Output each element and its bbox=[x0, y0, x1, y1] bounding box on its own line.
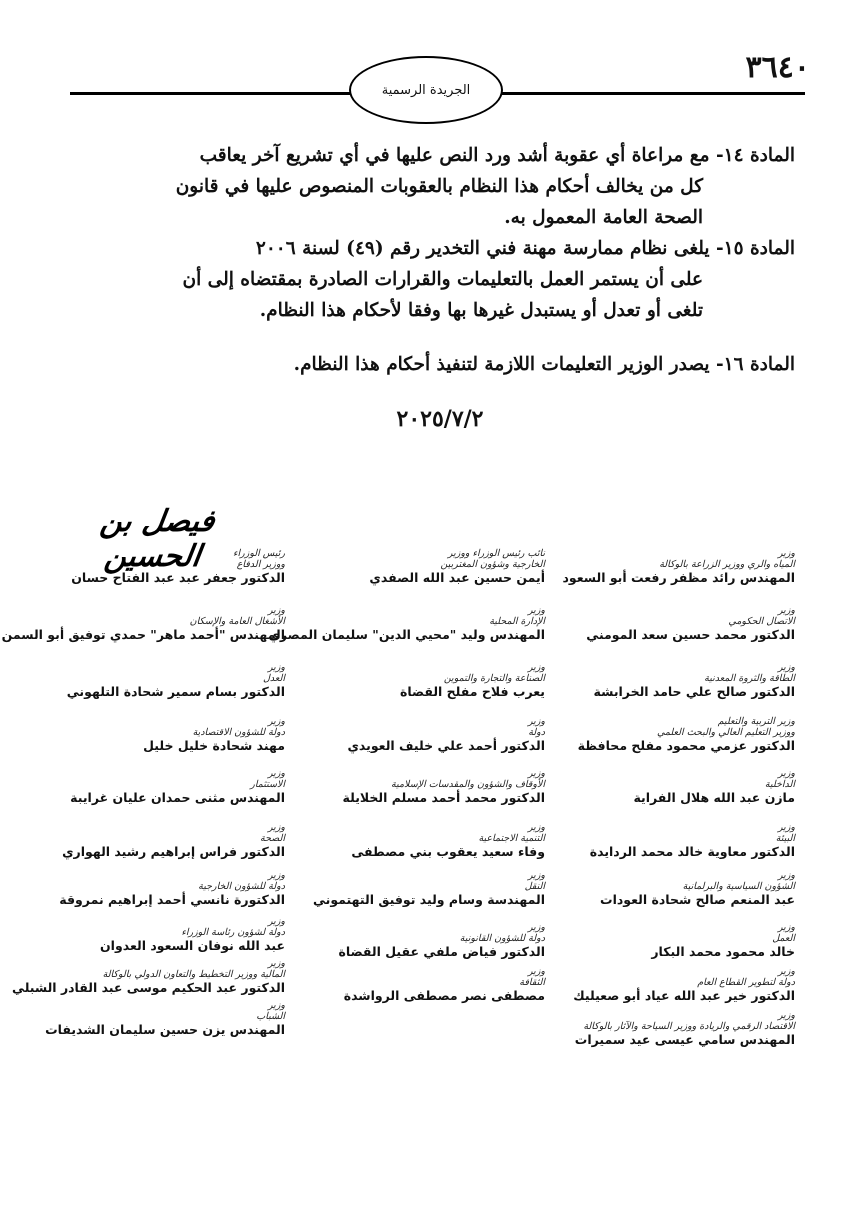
minister-signature bbox=[290, 822, 545, 860]
minister-title: وزير bbox=[267, 716, 285, 727]
minister-title: وزير bbox=[267, 822, 285, 833]
minister-portfolio: التنمية الاجتماعية bbox=[478, 833, 545, 844]
minister-title: وزير bbox=[527, 605, 545, 616]
minister-portfolio: ووزير الدفاع bbox=[236, 559, 285, 570]
minister-name: مصطفى نصر مصطفى الرواشدة bbox=[343, 988, 545, 1003]
minister-signature bbox=[40, 916, 285, 954]
minister-name: عبد الله نوفان السعود العدوان bbox=[100, 938, 285, 953]
minister-title: وزير bbox=[777, 605, 795, 616]
minister-portfolio: الاقتصاد الرقمي والريادة ووزير السياحة والآثار بالوكالة bbox=[583, 1021, 795, 1032]
minister-portfolio: الخارجية وشؤون المغتربين bbox=[440, 559, 545, 570]
minister-name: المهندس يزن حسين سليمان الشديفات bbox=[45, 1022, 285, 1037]
minister-portfolio: المالية ووزير التخطيط والتعاون الدولي بالوكالة bbox=[102, 969, 285, 980]
minister-title: وزير bbox=[527, 768, 545, 779]
minister-name: الدكتور محمد حسين سعد المومني bbox=[586, 627, 795, 642]
minister-signature bbox=[290, 768, 545, 806]
minister-title: وزير bbox=[527, 716, 545, 727]
minister-portfolio: دولة للشؤون الاقتصادية bbox=[192, 727, 285, 738]
minister-signature bbox=[290, 548, 545, 586]
minister-portfolio: العمل bbox=[772, 933, 795, 944]
minister-portfolio: الأوقاف والشؤون والمقدسات الإسلامية bbox=[391, 779, 545, 790]
minister-title: وزير bbox=[267, 958, 285, 969]
minister-title: وزير bbox=[777, 548, 795, 559]
minister-portfolio: دولة للشؤون الخارجية bbox=[198, 881, 285, 892]
minister-name: الدكتور صالح علي حامد الخرابشة bbox=[593, 684, 795, 699]
minister-name: المهندسة وسام وليد توفيق التهتموني bbox=[313, 892, 545, 907]
minister-name: الدكتور عزمي محمود مفلح محافظة bbox=[577, 738, 795, 753]
article-line: المادة ١٦- يصدر الوزير التعليمات اللازمة لتنفيذ أحكام هذا النظام. bbox=[293, 354, 795, 375]
minister-name: الدكتور أحمد علي خليف العويدي bbox=[347, 738, 545, 753]
minister-name: مهند شحادة خليل خليل bbox=[143, 738, 285, 753]
minister-name: المهندس سامي عيسى عيد سميرات bbox=[574, 1032, 795, 1047]
minister-title: وزير bbox=[527, 922, 545, 933]
minister-signature bbox=[40, 548, 285, 586]
minister-name: وفاء سعيد يعقوب بني مصطفى bbox=[351, 844, 545, 859]
minister-name: الدكتور فراس إبراهيم رشيد الهواري bbox=[62, 844, 285, 859]
article-14 bbox=[80, 140, 795, 233]
minister-title: وزير التربية والتعليم bbox=[717, 716, 795, 727]
minister-signature bbox=[40, 768, 285, 806]
minister-signature bbox=[560, 662, 795, 700]
article-16 bbox=[80, 349, 795, 380]
minister-portfolio: دولة bbox=[528, 727, 545, 738]
minister-name: الدكتور فياض ملفي عقيل القضاة bbox=[338, 944, 545, 959]
minister-name: يعرب فلاح مفلح القضاة bbox=[399, 684, 545, 699]
minister-signature bbox=[290, 922, 545, 960]
minister-name: الدكتور محمد أحمد مسلم الخلايلة bbox=[342, 790, 545, 805]
minister-portfolio: الإدارة المحلية bbox=[489, 616, 545, 627]
minister-signature bbox=[40, 662, 285, 700]
minister-name: خالد محمود محمد البكار bbox=[651, 944, 795, 959]
article-line: تلغى أو تعدل أو يستبدل غيرها بها وفقا لأحكام هذا النظام. bbox=[259, 300, 703, 321]
minister-title: وزير bbox=[267, 916, 285, 927]
minister-title: وزير bbox=[777, 966, 795, 977]
minister-title: نائب رئيس الوزراء ووزير bbox=[447, 548, 545, 559]
article-line: الصحة العامة المعمول به. bbox=[504, 207, 703, 228]
minister-portfolio: دولة للشؤون القانونية bbox=[459, 933, 545, 944]
minister-name: عبد المنعم صالح شحادة العودات bbox=[600, 892, 795, 907]
minister-title: وزير bbox=[777, 822, 795, 833]
minister-signature bbox=[560, 966, 795, 1004]
article-line: المادة ١٥- يلغى نظام ممارسة مهنة فني التخدير رقم (٤٩) لسنة ٢٠٠٦ bbox=[255, 238, 795, 259]
issue-date: ٢٠٢٥/٧/٢ bbox=[396, 406, 484, 432]
minister-portfolio: البيئة bbox=[775, 833, 795, 844]
minister-title: وزير bbox=[267, 1000, 285, 1011]
minister-portfolio: دولة لشؤون رئاسة الوزراء bbox=[181, 927, 285, 938]
minister-title: وزير bbox=[527, 870, 545, 881]
minister-title: وزير bbox=[267, 605, 285, 616]
minister-title: وزير bbox=[777, 922, 795, 933]
minister-name: الدكتور معاوية خالد محمد الردايدة bbox=[589, 844, 795, 859]
minister-name: المهندس وليد "محيي الدين" سليمان المصري bbox=[268, 627, 545, 642]
minister-portfolio: الصناعة والتجارة والتموين bbox=[443, 673, 545, 684]
minister-signature bbox=[290, 716, 545, 754]
minister-name: أيمن حسين عبد الله الصفدي bbox=[369, 570, 545, 585]
minister-signature bbox=[40, 870, 285, 908]
minister-portfolio: الشباب bbox=[256, 1011, 285, 1022]
minister-title: رئيس الوزراء bbox=[233, 548, 285, 559]
minister-portfolio: الاتصال الحكومي bbox=[728, 616, 795, 627]
minister-name: الدكتور خير عبد الله عياد أبو صعيليك bbox=[573, 988, 795, 1003]
minister-name: الدكتور جعفر عبد عبد الفتاح حسان bbox=[71, 570, 285, 585]
minister-portfolio: الاستثمار bbox=[250, 779, 285, 790]
minister-portfolio: المياه والري ووزير الزراعة بالوكالة bbox=[659, 559, 795, 570]
minister-portfolio: ووزير التعليم العالي والبحث العلمي bbox=[657, 727, 795, 738]
minister-signature bbox=[560, 548, 795, 586]
minister-title: وزير bbox=[267, 768, 285, 779]
minister-title: وزير bbox=[267, 870, 285, 881]
minister-name: المهندس مثنى حمدان عليان غرايبة bbox=[70, 790, 285, 805]
minister-portfolio: الطاقة والثروة المعدنية bbox=[704, 673, 795, 684]
minister-title: وزير bbox=[777, 870, 795, 881]
minister-portfolio: الأشغال العامة والإسكان bbox=[189, 616, 285, 627]
minister-signature bbox=[560, 716, 795, 754]
article-line: على أن يستمر العمل بالتعليمات والقرارات الصادرة بمقتضاه إلى أن bbox=[182, 269, 703, 290]
minister-name: الدكتور بسام سمير شحادة التلهوني bbox=[66, 684, 285, 699]
minister-title: وزير bbox=[267, 662, 285, 673]
minister-signature bbox=[560, 768, 795, 806]
minister-title: وزير bbox=[777, 1010, 795, 1021]
minister-signature bbox=[560, 822, 795, 860]
minister-signature bbox=[268, 605, 545, 643]
minister-portfolio: الصحة bbox=[260, 833, 285, 844]
minister-signature bbox=[560, 605, 795, 643]
minister-title: وزير bbox=[777, 768, 795, 779]
minister-name: المهندس "أحمد ماهر" حمدي توفيق أبو السمن bbox=[1, 627, 285, 642]
minister-portfolio: دولة لتطوير القطاع العام bbox=[697, 977, 795, 988]
minister-signature bbox=[40, 1000, 285, 1038]
minister-portfolio: الثقافة bbox=[519, 977, 545, 988]
article-15 bbox=[80, 233, 795, 326]
minister-signature bbox=[290, 662, 545, 700]
minister-signature bbox=[40, 716, 285, 754]
minister-title: وزير bbox=[527, 822, 545, 833]
page-number: ٣٦٤٠ bbox=[745, 50, 810, 85]
minister-signature bbox=[1, 605, 285, 643]
minister-signature bbox=[560, 1010, 795, 1048]
minister-signature bbox=[290, 870, 545, 908]
minister-title: وزير bbox=[777, 662, 795, 673]
gazette-title: الجريدة الرسمية bbox=[381, 82, 471, 98]
article-line: كل من يخالف أحكام هذا النظام بالعقوبات المنصوص عليها في قانون bbox=[175, 176, 703, 197]
gazette-title-oval bbox=[349, 56, 503, 124]
minister-signature bbox=[12, 958, 285, 996]
minister-signature bbox=[40, 822, 285, 860]
minister-portfolio: النقل bbox=[524, 881, 545, 892]
minister-signature bbox=[560, 870, 795, 908]
minister-title: وزير bbox=[527, 966, 545, 977]
minister-portfolio: الداخلية bbox=[764, 779, 795, 790]
minister-portfolio: العدل bbox=[262, 673, 285, 684]
article-line: المادة ١٤- مع مراعاة أي عقوبة أشد ورد النص عليها في أي تشريع آخر يعاقب bbox=[199, 145, 795, 166]
minister-name: المهندس رائد مظفر رفعت أبو السعود bbox=[562, 570, 795, 585]
minister-name: الدكتورة نانسي أحمد إبراهيم نمروقة bbox=[59, 892, 285, 907]
royal-signature bbox=[60, 500, 250, 574]
minister-signature bbox=[560, 922, 795, 960]
minister-signature bbox=[290, 966, 545, 1004]
minister-portfolio: الشؤون السياسية والبرلمانية bbox=[682, 881, 795, 892]
minister-title: وزير bbox=[527, 662, 545, 673]
minister-name: مازن عبد الله هلال الفراية bbox=[633, 790, 795, 805]
minister-name: الدكتور عبد الحكيم موسى عبد القادر الشبلي bbox=[12, 980, 285, 995]
royal-signature-text: فيصل بن الحسين bbox=[98, 504, 217, 574]
